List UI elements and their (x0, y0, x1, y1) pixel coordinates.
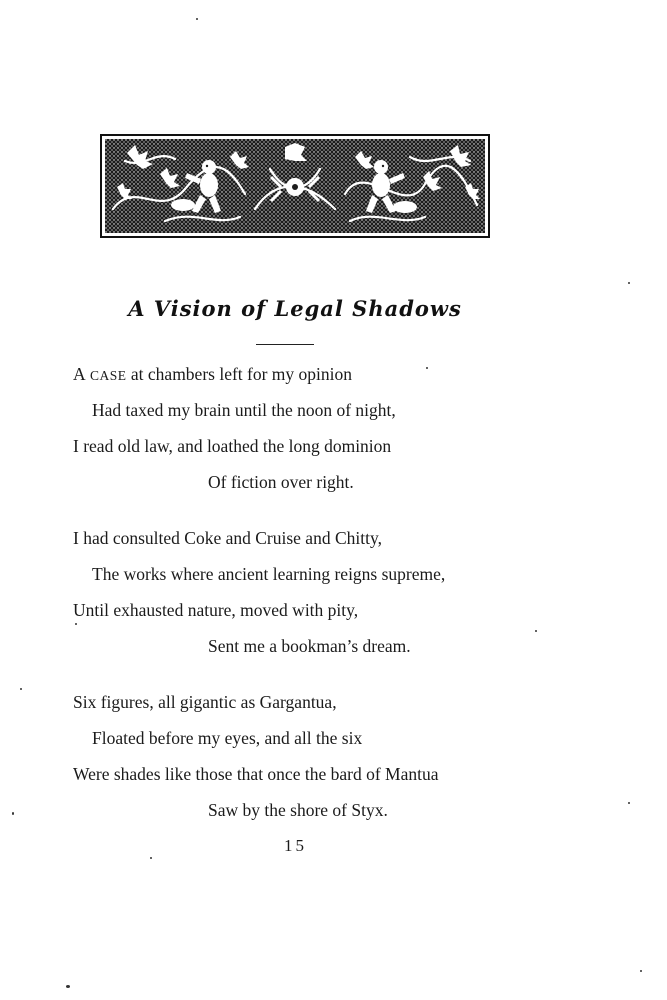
poem-line: Sent me a bookman’s dream. (208, 636, 411, 656)
scan-speck (628, 802, 630, 804)
scan-speck (426, 367, 428, 369)
scan-speck (66, 985, 70, 988)
first-word-lead: A (73, 364, 86, 384)
poem-line: A CASE at chambers left for my opinion (73, 364, 353, 384)
poem-line: I read old law, and loathed the long dominion (73, 436, 392, 456)
poem-line: Had taxed my brain until the noon of night, (92, 400, 396, 420)
first-word-small-caps: CASE (90, 368, 127, 383)
title-divider (256, 344, 314, 345)
foliage-cherub-engraving (105, 139, 485, 233)
poem-line: Floated before my eyes, and all the six (92, 728, 363, 748)
poem-line: Saw by the shore of Styx. (208, 800, 388, 820)
scan-speck (196, 18, 198, 20)
page-number: 15 (284, 836, 307, 855)
scan-speck (150, 857, 152, 859)
poem-line: Until exhausted nature, moved with pity, (73, 600, 359, 620)
poem-line: Of fiction over right. (208, 472, 354, 492)
scan-speck (75, 623, 77, 625)
ornamental-headpiece (100, 134, 490, 238)
scan-speck (535, 630, 537, 632)
poem-line: Were shades like those that once the bard of Mantua (73, 764, 439, 784)
poem-line: The works where ancient learning reigns supreme, (92, 564, 446, 584)
scan-speck (12, 812, 14, 815)
scan-speck (20, 688, 22, 690)
poem-title: A Vision of Legal Shadows (128, 296, 462, 321)
poem-line: I had consulted Coke and Cruise and Chitty, (73, 528, 382, 548)
scan-speck (628, 282, 630, 284)
poem-line: Six figures, all gigantic as Gargantua, (73, 692, 337, 712)
scan-speck (640, 970, 642, 972)
